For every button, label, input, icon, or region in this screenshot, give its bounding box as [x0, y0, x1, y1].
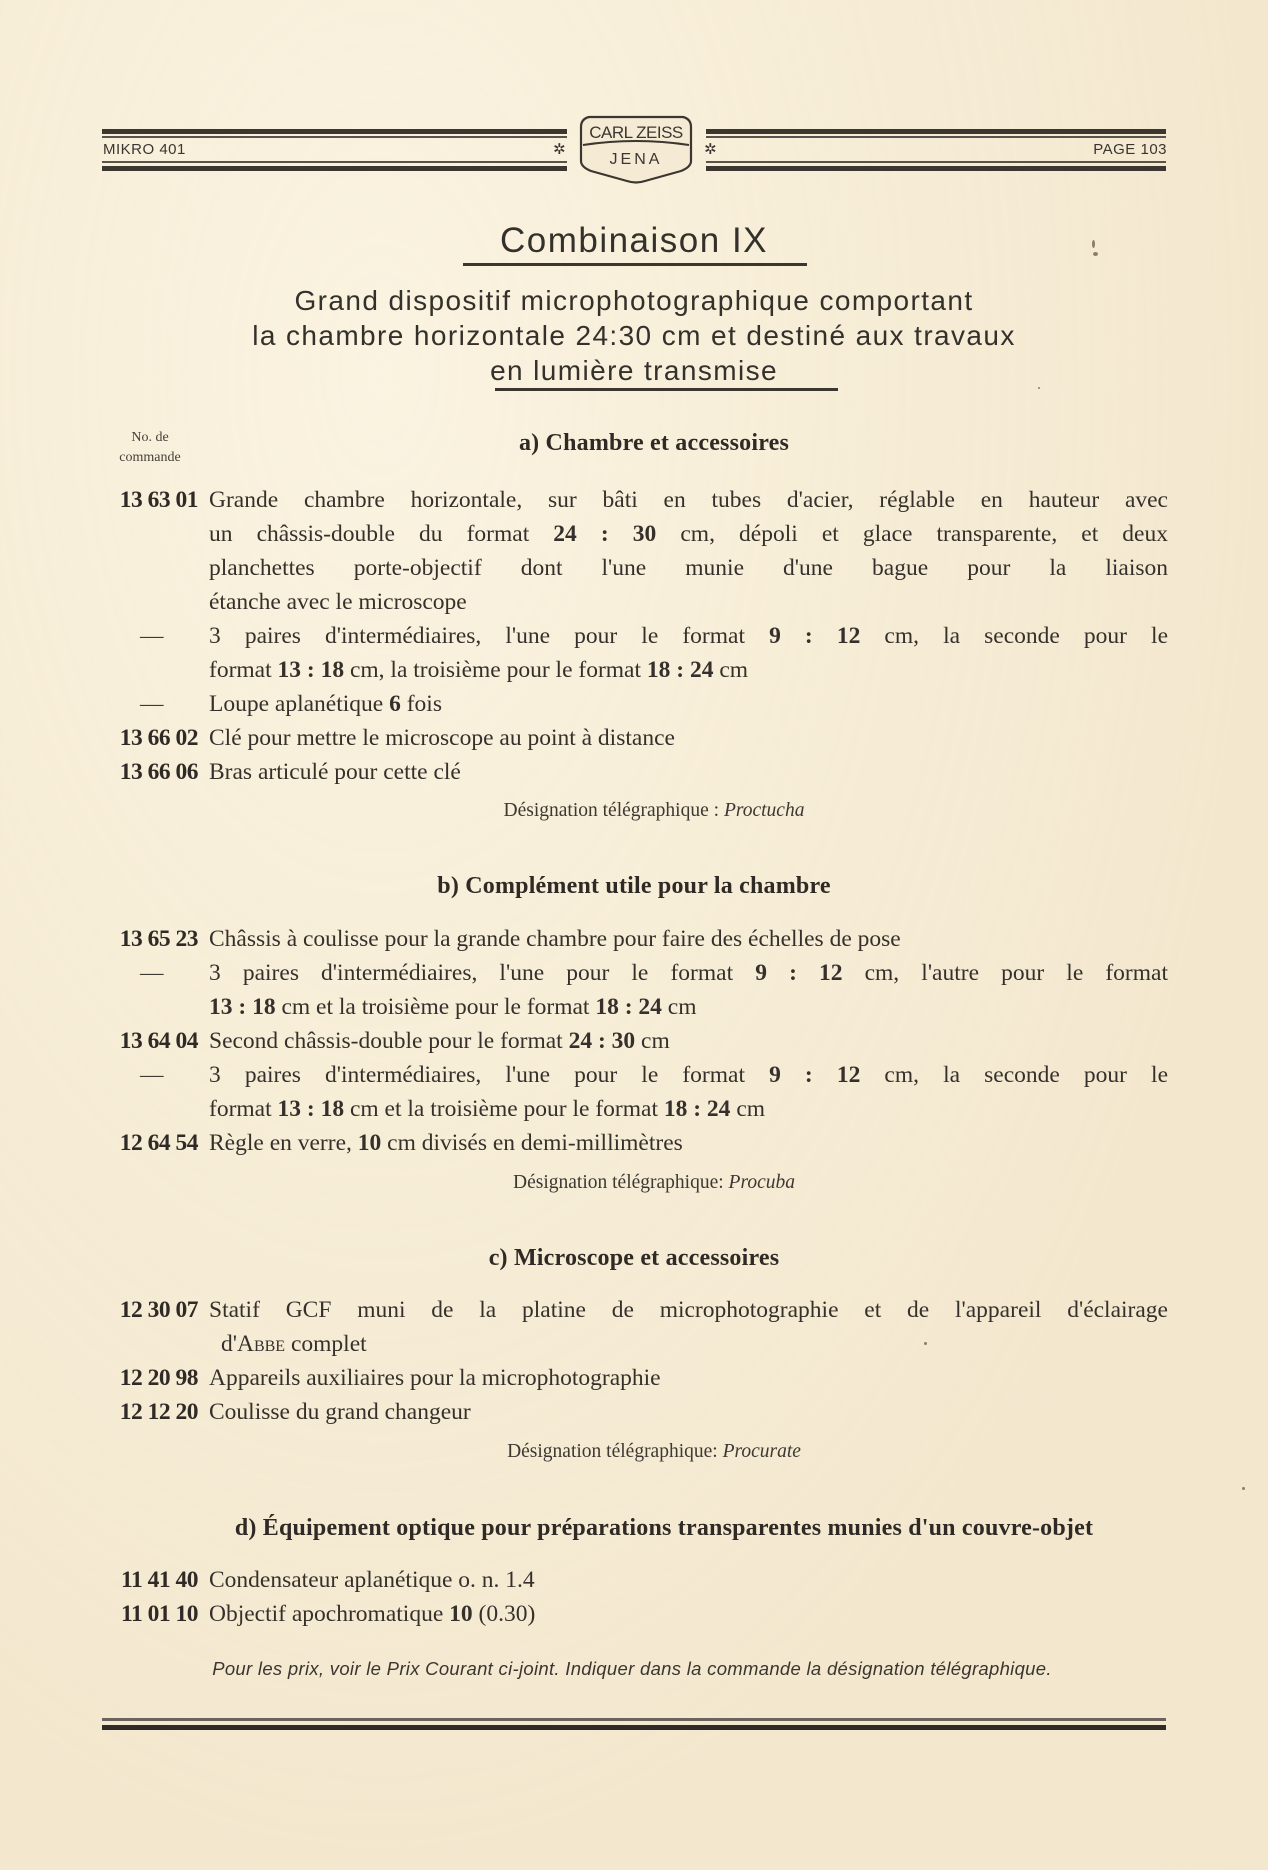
ditto-dash: —: [140, 623, 164, 649]
item-description: [209, 687, 1168, 721]
item-description: [209, 1361, 1168, 1395]
item-description: [209, 1395, 1168, 1429]
desc-line: [209, 1327, 1168, 1361]
desc-line-text: d'Abbe complet: [221, 1331, 367, 1357]
subtitle-line-3: en lumière transmise: [490, 355, 778, 386]
ornament-right-icon: ✲: [704, 140, 717, 158]
item-description: [209, 755, 1168, 789]
item-description: [209, 1597, 1168, 1631]
desc-line: un châssis-double du format 24 : 30 cm, dépoli et glace transparente, et deux: [209, 521, 1168, 547]
desc-line: Clé pour mettre le microscope au point à distance: [209, 725, 675, 751]
desc-line: 13 : 18 cm et la troisième pour le format 18 : 24 cm: [209, 994, 697, 1020]
subtitle-line-1: Grand dispositif microphotographique comportant: [294, 285, 974, 316]
paper-speck: [1093, 252, 1098, 256]
subtitle-underline: [495, 388, 838, 391]
desc-line: planchettes porte-objectif dont l'une munie d'une bague pour la liaison: [209, 555, 1168, 581]
order-number: 13 64 04: [119, 1028, 198, 1054]
paper-speck: [1242, 1487, 1245, 1490]
catalog-section-label: MIKRO 401: [103, 141, 186, 158]
ditto-dash: —: [140, 960, 164, 986]
paper-speck: [1038, 387, 1040, 389]
item-description: [209, 922, 1168, 956]
telegraph-designation-b: [20, 1172, 1268, 1194]
page-number: PAGE 103: [1093, 141, 1167, 158]
desc-line: 3 paires d'intermédiaires, l'une pour le format 9 : 12 cm, l'autre pour le format: [209, 960, 1168, 986]
order-number: 12 64 54: [119, 1130, 198, 1156]
item-description: [209, 1293, 1168, 1361]
page-title: Combinaison IX: [499, 221, 769, 260]
header-rule-bottom-right: [706, 166, 1166, 171]
order-number: 12 20 98: [119, 1365, 198, 1391]
header-rule-top-right-thin: [706, 136, 1166, 138]
order-number: 12 12 20: [119, 1399, 198, 1425]
carl-zeiss-jena-logo-icon: [571, 113, 701, 185]
desc-line: Statif GCF muni de la platine de microphotographie et de l'appareil d'éclairage: [209, 1297, 1168, 1323]
telegraph-code: Procuba: [728, 1172, 795, 1193]
header-rule-bottom-right-thin: [706, 161, 1166, 163]
desc-line: 3 paires d'intermédiaires, l'une pour le format 9 : 12 cm, la seconde pour le: [209, 1062, 1169, 1088]
order-number: 11 01 10: [121, 1601, 198, 1627]
header-rule-top-left-thin: [102, 136, 567, 138]
telegraph-label: Désignation télégraphique :: [503, 800, 720, 821]
telegraph-code: Procurate: [722, 1441, 801, 1462]
section-heading-b: b) Complément utile pour la chambre: [437, 873, 831, 899]
item-description: [209, 483, 1168, 619]
desc-line: format 13 : 18 cm et la troisième pour le format 18 : 24 cm: [209, 1096, 766, 1122]
order-number: 13 66 06: [119, 759, 198, 785]
logo-line1: CARL ZEISS: [589, 123, 683, 142]
section-heading-a: a) Chambre et accessoires: [518, 430, 790, 456]
order-number: 13 66 02: [119, 725, 198, 751]
title-underline: [463, 263, 807, 266]
footer-note: Pour les prix, voir le Prix Courant ci-joint. Indiquer dans la commande la désignation télégraphique.: [212, 1658, 1052, 1679]
item-description: [209, 619, 1168, 687]
order-number: 11 41 40: [121, 1567, 198, 1593]
desc-line: Objectif apochromatique 10 (0.30): [209, 1601, 536, 1627]
footer-rule-thin: [102, 1718, 1166, 1721]
desc-line: Grande chambre horizontale, sur bâti en tubes d'acier, réglable en hauteur avec: [209, 487, 1168, 513]
item-description: [209, 1563, 1168, 1597]
telegraph-designation-a: [20, 800, 1268, 822]
telegraph-label: Désignation télégraphique:: [513, 1172, 724, 1193]
paper-speck: [924, 1342, 927, 1345]
logo-line2: JENA: [609, 151, 663, 168]
telegraph-code: Proctucha: [723, 800, 805, 821]
item-description: [209, 1024, 1168, 1058]
desc-line: 3 paires d'intermédiaires, l'une pour le format 9 : 12 cm, la seconde pour le: [209, 623, 1169, 649]
desc-line: Condensateur aplanétique o. n. 1.4: [209, 1567, 535, 1593]
paper-speck: [1092, 240, 1095, 248]
telegraph-designation-c: [20, 1441, 1268, 1463]
section-heading-c: c) Microscope et accessoires: [488, 1245, 780, 1271]
item-description: [209, 956, 1168, 1024]
header-rule-bottom-left-thin: [102, 161, 567, 163]
desc-line: Châssis à coulisse pour la grande chambre pour faire des échelles de pose: [209, 926, 901, 952]
desc-line: Règle en verre, 10 cm divisés en demi-millimètres: [209, 1130, 683, 1156]
telegraph-label: Désignation télégraphique:: [507, 1441, 718, 1462]
desc-line: Loupe aplanétique 6 fois: [209, 691, 442, 717]
header-rule-top-left: [102, 129, 567, 134]
desc-line: Second châssis-double pour le format 24 : 30 cm: [209, 1028, 670, 1054]
item-description: [209, 721, 1168, 755]
desc-line: Appareils auxiliaires pour la microphotographie: [209, 1365, 661, 1391]
desc-line: étanche avec le microscope: [209, 589, 467, 615]
item-description: [209, 1126, 1168, 1160]
ditto-dash: —: [140, 691, 164, 717]
desc-line: Coulisse du grand changeur: [209, 1399, 471, 1425]
ornament-left-icon: ✲: [553, 140, 566, 158]
subtitle-line-2: la chambre horizontale 24:30 cm et destiné aux travaux: [252, 320, 1016, 351]
header-rule-bottom-left: [102, 166, 567, 171]
item-description: [209, 1058, 1168, 1126]
desc-line: Bras articulé pour cette clé: [209, 759, 461, 785]
column-label-line1: No. de: [131, 430, 169, 445]
section-heading-d: d) Équipement optique pour préparations transparentes munies d'un couvre-objet: [234, 1515, 1094, 1541]
order-number: 13 65 23: [119, 926, 198, 952]
order-number: 13 63 01: [119, 487, 198, 513]
header-rule-top-right: [706, 129, 1166, 134]
desc-line: format 13 : 18 cm, la troisième pour le format 18 : 24 cm: [209, 657, 749, 683]
footer-rule-thick: [102, 1725, 1166, 1730]
column-label-line2: commande: [119, 450, 181, 465]
order-number: 12 30 07: [119, 1297, 198, 1323]
ditto-dash: —: [140, 1062, 164, 1088]
